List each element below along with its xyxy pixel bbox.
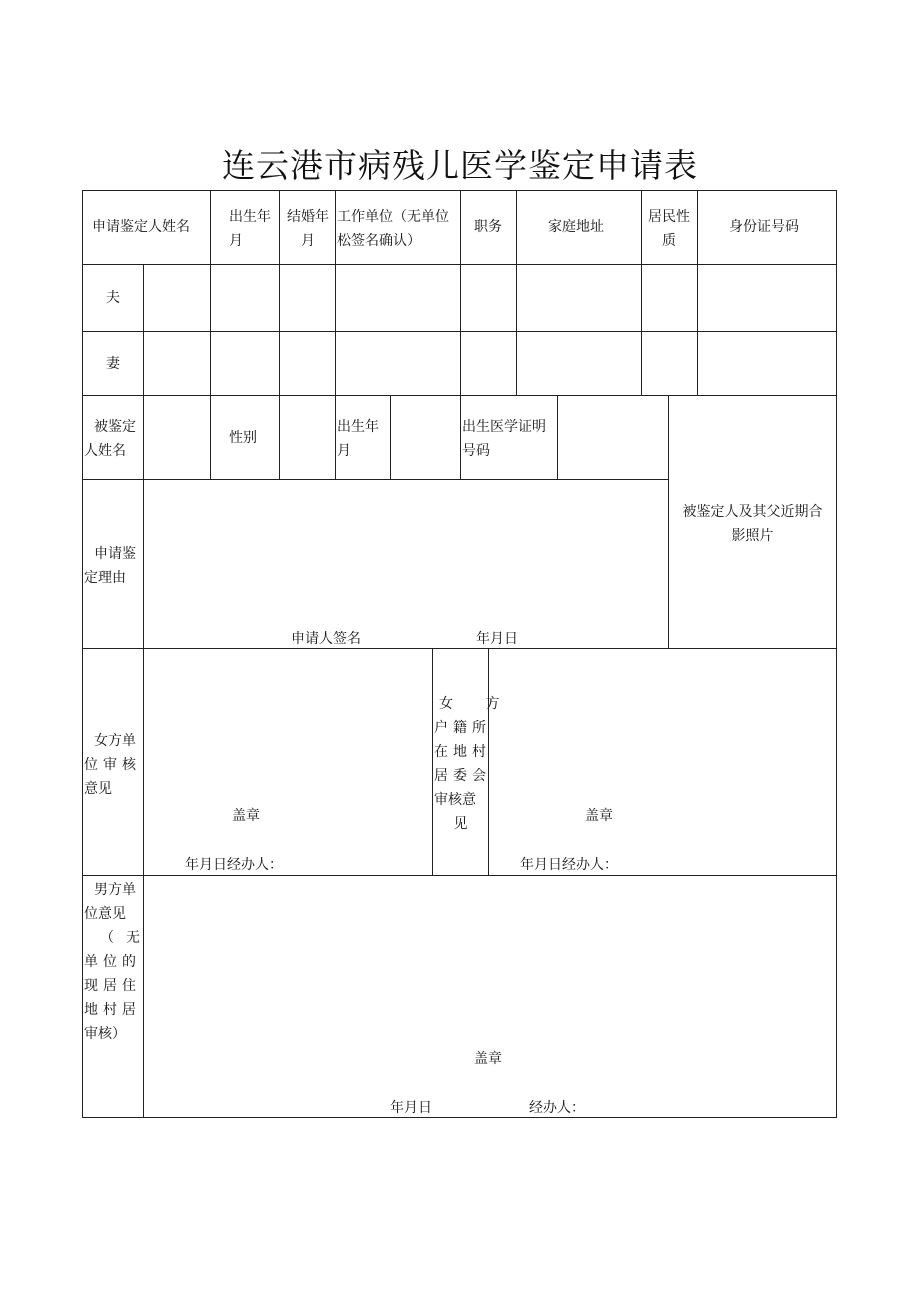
header-applicant-name: 申请鉴定人姓名 — [92, 219, 190, 235]
reason-date-label: 年月日 — [476, 631, 518, 647]
female-residence-footer: 年月日经办人： — [520, 857, 618, 873]
header-resident-type-line1: 居民性 — [648, 209, 690, 225]
header-birth-line2: 月 — [229, 233, 243, 249]
subject-birth-line1: 出生年 — [337, 419, 379, 435]
row-wife-label: 妻 — [106, 356, 120, 372]
female-unit-label — [84, 729, 141, 801]
row-husband-label: 夫 — [106, 290, 120, 306]
reason-label-line2: 定理由 — [84, 570, 126, 586]
header-work-unit-line2: 松签名确认） — [337, 233, 421, 249]
subject-photo-label — [669, 500, 836, 548]
subject-birth-cert-line1: 出生医学证明 — [462, 419, 546, 435]
header-work-unit-line1: 工作单位（无单位 — [337, 209, 449, 225]
header-id-number: 身份证号码 — [729, 219, 799, 235]
male-unit-line4: 单位的 — [84, 954, 141, 970]
male-unit-line5: 现居住 — [84, 978, 141, 994]
reason-signature-label: 申请人签名 — [291, 631, 361, 647]
header-marry — [283, 205, 333, 253]
male-unit-line1: 男方单 — [94, 882, 136, 898]
male-unit-line3: （无 — [100, 930, 152, 946]
female-unit-stamp: 盖章 — [232, 808, 260, 824]
female-residence-line3: 在地村 — [434, 744, 491, 760]
female-residence-label — [433, 692, 514, 836]
reason-label — [84, 542, 136, 590]
subject-photo-line2: 影照片 — [731, 528, 774, 544]
subject-gender-label: 性别 — [229, 430, 257, 446]
male-unit-date: 年月日 — [390, 1100, 432, 1116]
reason-label-line1: 申请鉴 — [94, 546, 136, 562]
subject-birth-label — [337, 415, 379, 463]
female-residence-line2: 户籍所 — [434, 720, 491, 736]
header-marry-line2: 月 — [301, 233, 315, 249]
female-unit-line2: 位审核 — [84, 757, 141, 773]
male-unit-line7: 审核） — [84, 1026, 126, 1042]
female-residence-line4: 居委会 — [434, 768, 491, 784]
header-marry-line1: 结婚年 — [287, 209, 329, 225]
female-residence-line5: 审核意 — [434, 792, 476, 808]
female-unit-line1: 女方单 — [94, 733, 136, 749]
female-unit-footer: 年月日经办人： — [185, 857, 283, 873]
female-unit-line3: 意见 — [84, 781, 112, 797]
male-unit-line6: 地村居 — [84, 1002, 141, 1018]
male-unit-label — [84, 878, 152, 1046]
subject-photo-line1: 被鉴定人及其父近期合 — [682, 504, 823, 520]
header-position: 职务 — [474, 219, 502, 235]
subject-name-line1: 被鉴定 — [94, 419, 136, 435]
subject-birth-cert-line2: 号码 — [462, 443, 490, 459]
subject-birth-cert-label — [462, 415, 546, 463]
female-residence-line1: 女 方 — [439, 696, 514, 712]
header-resident-type-line2: 质 — [662, 233, 676, 249]
header-birth-line1: 出生年 — [229, 209, 271, 225]
male-unit-handler: 经办人： — [529, 1100, 585, 1116]
form-title: 连云港市病残儿医学鉴定申请表 — [222, 146, 698, 185]
header-resident-type — [643, 205, 695, 253]
male-unit-line2: 位意见 — [84, 906, 126, 922]
female-residence-stamp: 盖章 — [585, 808, 613, 824]
male-unit-stamp: 盖章 — [474, 1051, 502, 1067]
subject-birth-line2: 月 — [337, 443, 351, 459]
header-address: 家庭地址 — [548, 219, 604, 235]
header-birth — [229, 205, 271, 253]
subject-name-label — [84, 415, 136, 463]
header-work-unit — [337, 205, 449, 253]
female-residence-line6: 见 — [453, 816, 468, 832]
subject-name-line2: 人姓名 — [84, 443, 126, 459]
